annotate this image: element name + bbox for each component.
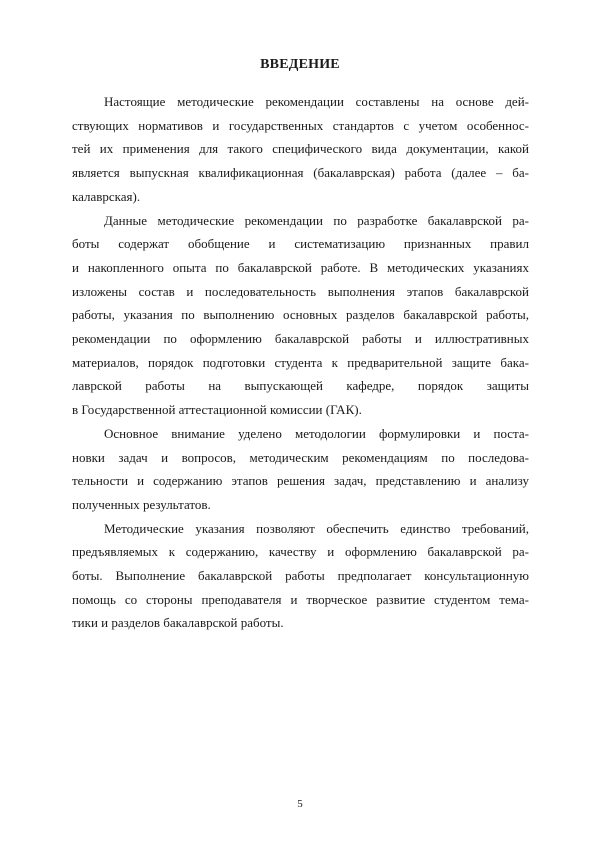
page-number: 5 bbox=[297, 798, 303, 810]
text-line: Настоящие методические рекомендации составлены на основе дей- bbox=[104, 94, 529, 109]
text-line: полученных результатов. bbox=[72, 496, 211, 512]
text-line: ствующих нормативов и государственных стандартов с учетом особеннос- bbox=[72, 117, 529, 133]
text-line: Данные методические рекомендации по разработке бакалаврской ра- bbox=[104, 212, 529, 228]
text-line: работы, указания по выполнению основных разделов бакалаврской работы, bbox=[72, 307, 529, 323]
paragraph-4 bbox=[72, 517, 529, 636]
text-line: материалов, порядок подготовки студента к предварительной защите бака- bbox=[72, 354, 529, 370]
paragraph-1 bbox=[72, 90, 529, 209]
text-line: тельности и содержанию этапов решения задач, представлению и анализу bbox=[72, 473, 529, 489]
text-line: в Государственной аттестационной комиссии (ГАК). bbox=[72, 402, 362, 418]
text-line: рекомендации по оформлению бакалаврской работы и иллюстративных bbox=[72, 331, 529, 347]
text-line: боты. Выполнение бакалаврской работы предполагает консультационную bbox=[72, 568, 529, 584]
body-text bbox=[72, 90, 529, 635]
text-line: тики и разделов бакалаврской работы. bbox=[72, 615, 284, 631]
text-line: боты содержат обобщение и систематизацию признанных правил bbox=[72, 236, 529, 252]
section-heading: ВВЕДЕНИЕ bbox=[260, 57, 340, 72]
paragraph-2 bbox=[72, 209, 529, 422]
text-line: изложены состав и последовательность выполнения этапов бакалаврской bbox=[72, 283, 529, 299]
text-line: тей их применения для такого специфического вида документации, какой bbox=[72, 141, 529, 157]
text-line: лаврской работы на выпускающей кафедре, порядок защиты bbox=[72, 378, 529, 394]
text-line: Методические указания позволяют обеспечить единство требований, bbox=[104, 520, 529, 536]
text-line: является выпускная квалификационная (бакалаврская) работа (далее – ба- bbox=[72, 165, 529, 181]
text-line: помощь со стороны преподавателя и творческое развитие студентом тема- bbox=[72, 591, 529, 607]
text-line: Основное внимание уделено методологии формулировки и поста- bbox=[104, 425, 529, 441]
text-line: новки задач и вопросов, методическим рекомендациям по последова- bbox=[72, 449, 529, 465]
text-line: предъявляемых к содержанию, качеству и оформлению бакалаврской ра- bbox=[72, 544, 529, 560]
text-line: калаврская). bbox=[72, 188, 141, 204]
paragraph-3 bbox=[72, 422, 529, 517]
text-line: и накопленного опыта по бакалаврской работе. В методических указаниях bbox=[72, 259, 529, 275]
